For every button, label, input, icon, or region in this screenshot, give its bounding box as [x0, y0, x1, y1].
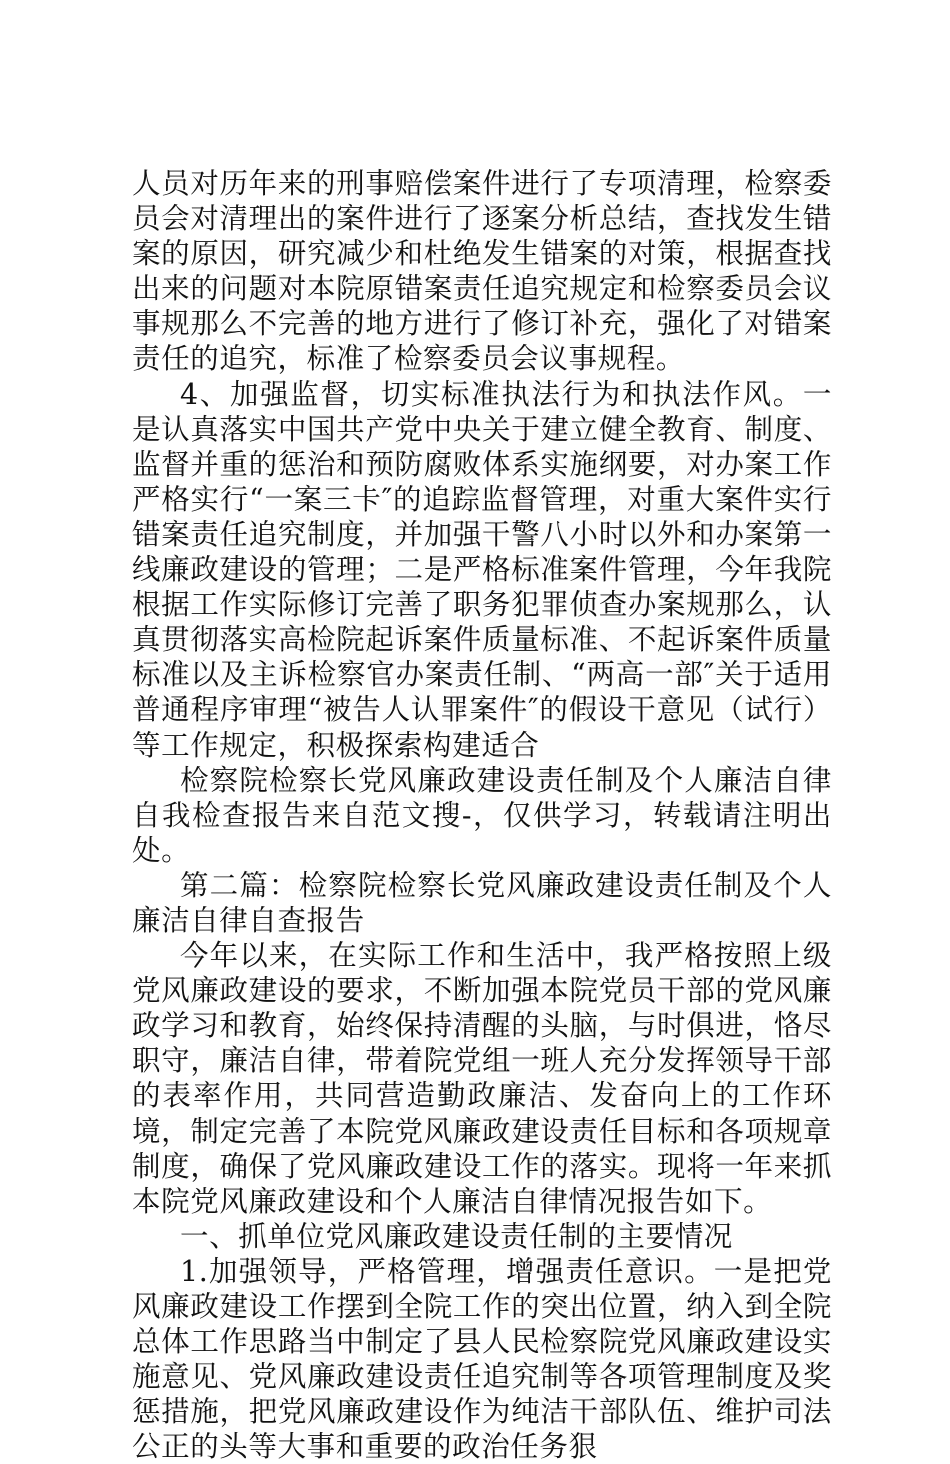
paragraph-intro: 今年以来，在实际工作和生活中，我严格按照上级党风廉政建设的要求，不断加强本院党员干部的党风廉政学习和教育，始终保持清醒的头脑，与时俱进，恪尽职守，廉洁自律，带着院党组一班人充分发挥领导干部的表率作用，共同营造勤政廉洁、发奋向上的工作环境，制定完善了本院党风廉政建设责任目标和各项规章制度，确保了党风廉政建设工作的落实。现将一年来抓本院党风廉政建设和个人廉洁自律情况报告如下。: [132, 939, 832, 1218]
section-heading-part-two: 第二篇：检察院检察长党风廉政建设责任制及个人廉洁自律自查报告: [132, 868, 832, 937]
paragraph-supervision: 4、加强监督，切实标准执法行为和执法作风。一是认真落实中国共产党中央关于建立健全教育、制度、监督并重的惩治和预防腐败体系实施纲要，对办案工作严格实行“一案三卡″的追踪监督管理，对重大案件实行错案责任追究制度，并加强干警八小时以外和办案第一线廉政建设的管理；二是严格标准案件管理，今年我院根据工作实际修订完善了职务犯罪侦查办案规那么，认真贯彻落实高检院起诉案件质量标准、不起诉案件质量标准以及主诉检察官办案责任制、“两高一部″关于适用普通程序审理“被告人认罪案件″的假设干意见（试行）等工作规定，积极探索构建适合: [132, 377, 832, 762]
paragraph-continuation: 人员对历年来的刑事赔偿案件进行了专项清理，检察委员会对清理出的案件进行了逐案分析总结，查找发生错案的原因，研究减少和杜绝发生错案的对策，根据查找出来的问题对本院原错案责任追究规定和检察委员会议事规那么不完善的地方进行了修订补充，强化了对错案责任的追究，标准了检察委员会议事规程。: [132, 167, 832, 376]
section-heading-main-situation: 一、抓单位党风廉政建设责任制的主要情况: [180, 1219, 733, 1253]
document-body: [132, 166, 832, 1464]
paragraph-leadership: 1.加强领导，严格管理，增强责任意识。一是把党风廉政建设工作摆到全院工作的突出位置，纳入到全院总体工作思路当中制定了县人民检察院党风廉政建设实施意见、党风廉政建设责任追究制等各项管理制度及奖惩措施，把党风廉政建设作为纯洁干部队伍、维护司法公正的头等大事和重要的政治任务狠: [132, 1254, 832, 1464]
paragraph-source-note: 检察院检察长党风廉政建设责任制及个人廉洁自律自我检查报告来自范文搜-，仅供学习，转载请注明出处。: [132, 763, 832, 867]
